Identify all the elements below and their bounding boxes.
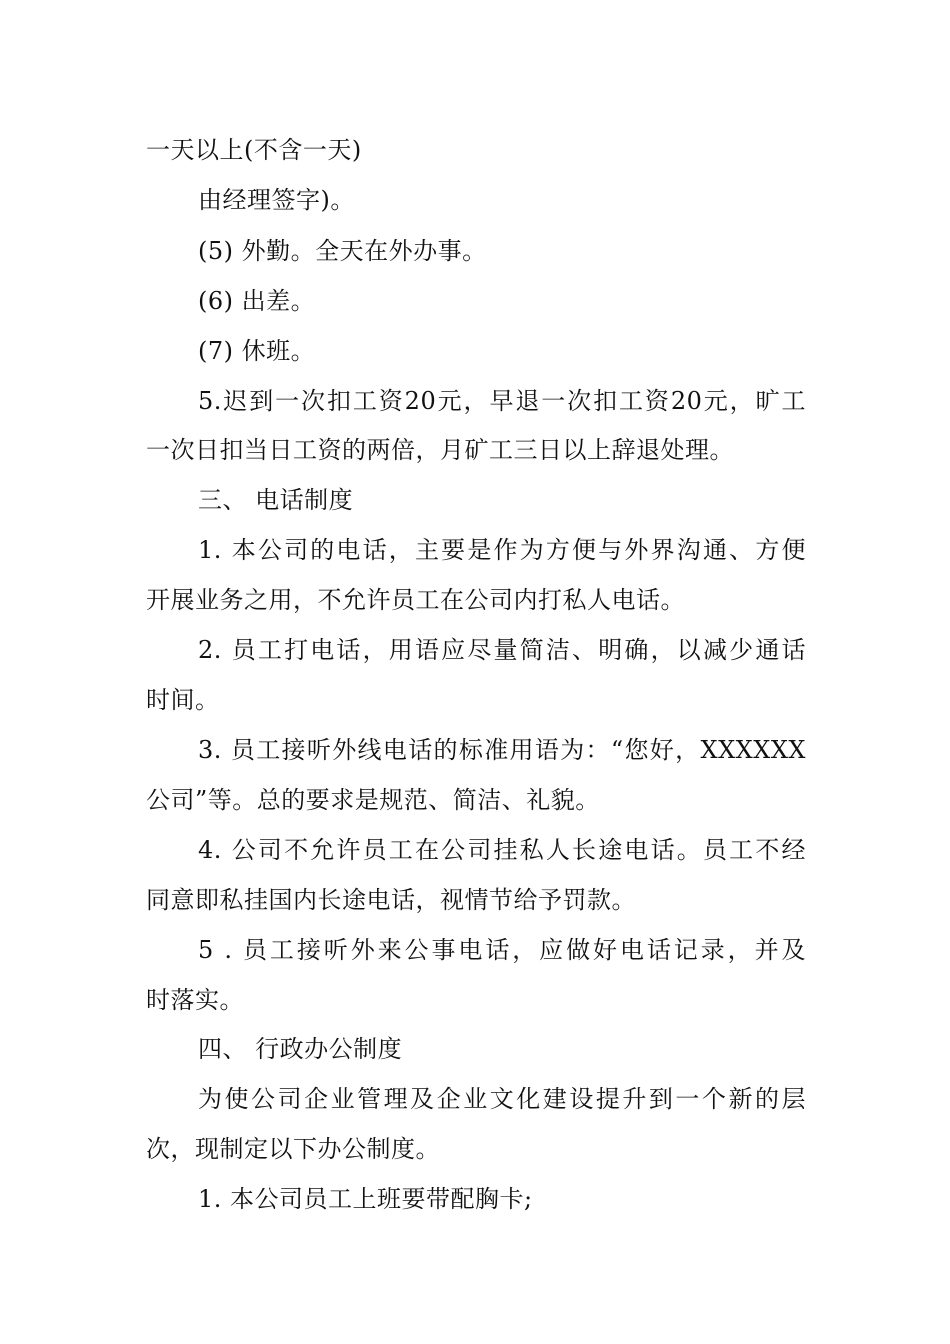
text-line: 时落实。 (146, 986, 244, 1014)
text-line: 4. 公司不允许员工在公司挂私人长途电话。员工不经 (198, 836, 806, 864)
text-line: 1. 本公司员工上班要带配胸卡; (198, 1185, 533, 1213)
text-line: 一天以上(不含一天) (146, 136, 362, 164)
text-line: 次，现制定以下办公制度。 (146, 1135, 440, 1163)
text-line: 5 . 员工接听外来公事电话，应做好电话记录，并及 (198, 936, 806, 964)
text-line: (5) 外勤。全天在外办事。 (198, 237, 487, 265)
text-line: 为使公司企业管理及企业文化建设提升到一个新的层 (198, 1085, 806, 1113)
text-line: 时间。 (146, 686, 220, 714)
section-heading: 三、 电话制度 (198, 486, 354, 514)
text-line: 公司”等。总的要求是规范、简洁、礼貌。 (146, 786, 600, 814)
text-line: 5.迟到一次扣工资20元，早退一次扣工资20元，旷工 (198, 387, 806, 415)
text-line: 3. 员工接听外线电话的标准用语为：“您好，XXXXXX (198, 736, 806, 764)
text-line: 一次日扣当日工资的两倍，月矿工三日以上辞退处理。 (146, 436, 734, 464)
text-line: 同意即私挂国内长途电话，视情节给予罚款。 (146, 886, 636, 914)
text-line: (7) 休班。 (198, 337, 316, 365)
text-line: 2. 员工打电话，用语应尽量简洁、明确，以减少通话 (198, 636, 806, 664)
text-line: (6) 出差。 (198, 287, 316, 315)
text-line: 开展业务之用，不允许员工在公司内打私人电话。 (146, 586, 685, 614)
text-line: 1. 本公司的电话，主要是作为方便与外界沟通、方便 (198, 536, 806, 564)
section-heading: 四、 行政办公制度 (198, 1035, 403, 1063)
text-line: 由经理签字)。 (198, 186, 355, 214)
